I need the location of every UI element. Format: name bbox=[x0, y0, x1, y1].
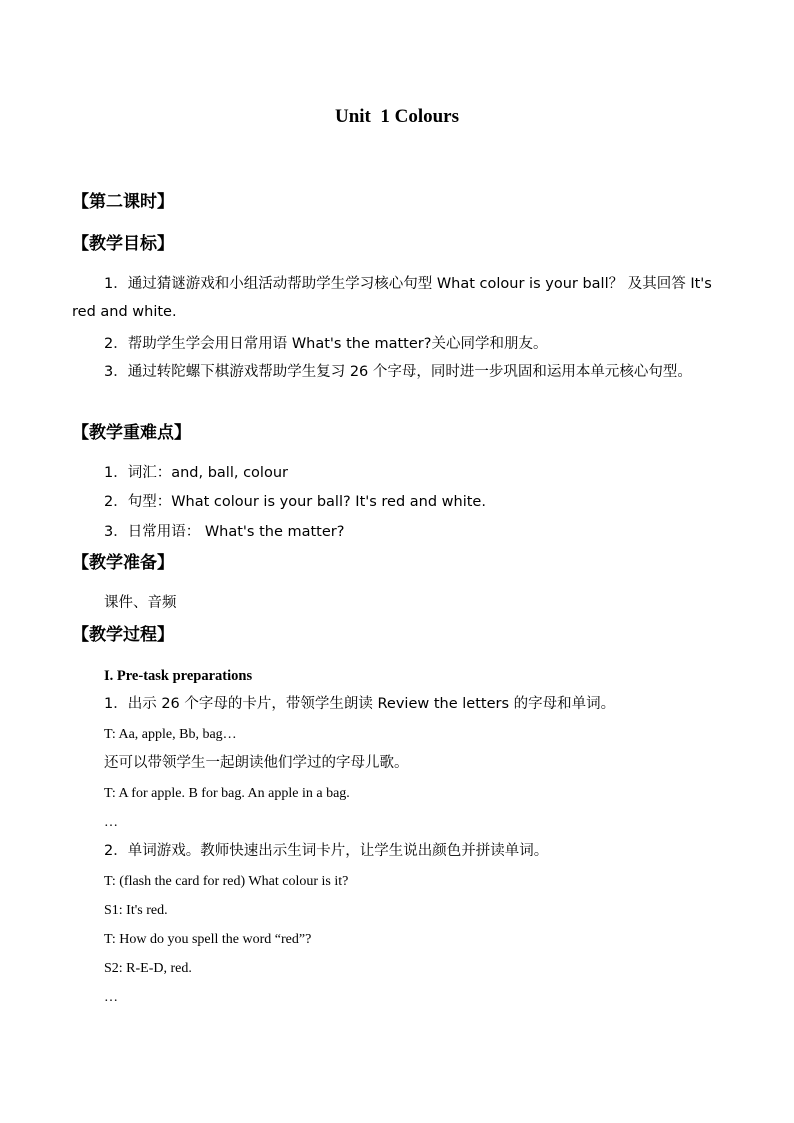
objective-item-2: 2．帮助学生学会用日常用语 What's the matter?关心同学和朋友。 bbox=[104, 336, 548, 352]
process-line-1: 1．出示 26 个字母的卡片，带领学生朗读 Review the letters 的字母和单词。 bbox=[104, 696, 616, 712]
process-line-4: T: A for apple. B for bag. An apple in a bag. bbox=[104, 786, 350, 801]
key-point-item-2: 2．句型：What colour is your ball? It's red and white. bbox=[104, 494, 486, 510]
process-line-5: … bbox=[104, 815, 118, 830]
page-title: Unit 1 Colours bbox=[334, 106, 460, 127]
process-line-7: T: (flash the card for red) What colour is it? bbox=[104, 874, 349, 889]
process-line-8: S1: It's red. bbox=[104, 903, 168, 918]
process-line-11: … bbox=[104, 990, 118, 1005]
lesson-heading: 【第二课时】 bbox=[72, 192, 174, 212]
process-line-2: T: Aa, apple, Bb, bag… bbox=[104, 727, 237, 742]
process-heading: 【教学过程】 bbox=[72, 625, 174, 645]
section-title: I. Pre-task preparations bbox=[104, 668, 253, 684]
key-points-heading: 【教学重难点】 bbox=[72, 423, 191, 443]
process-line-9: T: How do you spell the word “red”? bbox=[104, 932, 312, 947]
key-point-item-3: 3．日常用语： What's the matter? bbox=[104, 524, 345, 540]
objectives-heading: 【教学目标】 bbox=[72, 234, 174, 254]
process-line-3: 还可以带领学生一起朗读他们学过的字母儿歌。 bbox=[104, 755, 409, 771]
process-line-10: S2: R-E-D, red. bbox=[104, 961, 192, 976]
preparation-content: 课件、音频 bbox=[104, 595, 177, 611]
preparation-heading: 【教学准备】 bbox=[72, 553, 174, 573]
objective-item-3: 3．通过转陀螺下棋游戏帮助学生复习 26 个字母，同时进一步巩固和运用本单元核心句型。 bbox=[104, 364, 692, 380]
process-line-6: 2．单词游戏。教师快速出示生词卡片，让学生说出颜色并拼读单词。 bbox=[104, 843, 549, 859]
objective-item-1: 1．通过猜谜游戏和小组活动帮助学生学习核心句型 What colour is your ball？ 及其回答 It's red and white. bbox=[72, 276, 712, 320]
key-point-item-1: 1．词汇：and, ball, colour bbox=[104, 465, 288, 481]
